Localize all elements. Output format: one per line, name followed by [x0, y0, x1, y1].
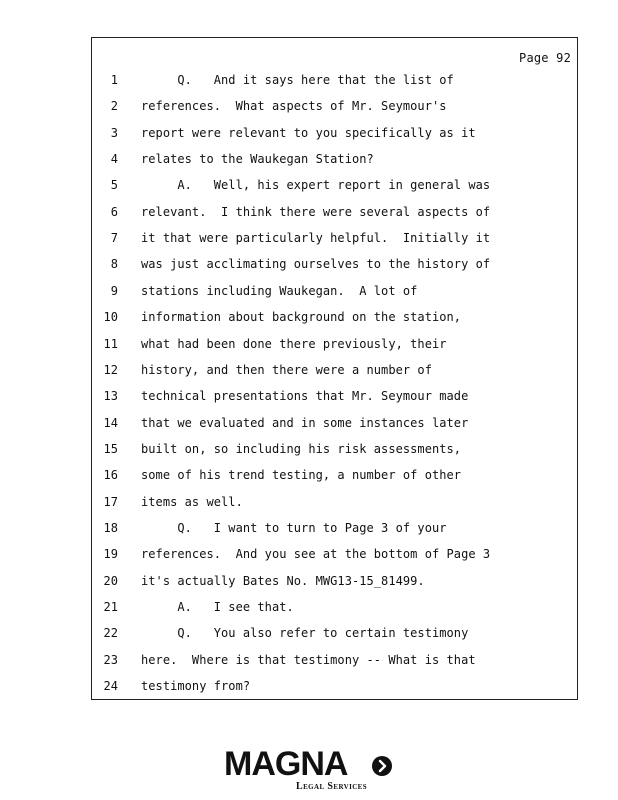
line-number: 19 — [103, 547, 118, 562]
line-text: built on, so including his risk assessments, — [141, 441, 462, 456]
line-number: 9 — [110, 283, 118, 298]
line-text: report were relevant to you specifically as it — [141, 125, 476, 140]
transcript-line — [92, 282, 577, 300]
line-number: 3 — [110, 125, 118, 140]
line-text: what had been done there previously, their — [141, 336, 447, 351]
line-number: 6 — [110, 204, 118, 219]
line-text: Q. You also refer to certain testimony — [141, 626, 469, 641]
line-text: some of his trend testing, a number of other — [141, 468, 462, 483]
line-number: 21 — [103, 600, 118, 614]
line-text: relevant. I think there were several aspects of — [141, 204, 491, 219]
line-text: relates to the Waukegan Station? — [141, 152, 374, 167]
transcript-line — [92, 519, 577, 537]
logo-subtitle: Legal Services — [296, 781, 368, 792]
line-text: Q. I want to turn to Page 3 of your — [141, 520, 447, 535]
line-number: 11 — [103, 336, 118, 351]
transcript-line — [92, 440, 577, 458]
transcript-line — [92, 651, 577, 669]
line-number: 23 — [103, 652, 118, 667]
transcript-line — [92, 493, 577, 511]
transcript-line — [92, 71, 577, 89]
transcript-line — [92, 387, 577, 405]
transcript-line — [92, 598, 577, 616]
line-text: A. Well, his expert report in general was — [141, 178, 491, 193]
transcript-line — [92, 572, 577, 590]
transcript-line — [92, 545, 577, 563]
line-number: 14 — [103, 415, 118, 430]
transcript-line — [92, 203, 577, 221]
line-text: Q. And it says here that the list of — [141, 73, 454, 87]
transcript-line — [92, 308, 577, 326]
line-text: here. Where is that testimony -- What is that — [141, 652, 476, 667]
line-text: it's actually Bates No. MWG13-15_81499. — [141, 573, 425, 588]
line-number: 8 — [110, 257, 118, 272]
line-text: was just acclimating ourselves to the history of — [141, 257, 491, 272]
line-text: technical presentations that Mr. Seymour made — [141, 389, 469, 404]
transcript-line — [92, 255, 577, 273]
line-text: references. What aspects of Mr. Seymour's — [141, 99, 447, 114]
line-number: 24 — [103, 679, 118, 694]
line-number: 18 — [103, 520, 118, 535]
transcript-page — [91, 37, 578, 700]
magna-logo — [224, 744, 394, 794]
line-number: 2 — [110, 99, 118, 114]
transcript-line — [92, 414, 577, 432]
line-number: 15 — [103, 441, 118, 456]
line-text: testimony from? — [141, 679, 251, 694]
transcript-line — [92, 124, 577, 142]
line-number: 22 — [103, 626, 118, 641]
line-number: 10 — [103, 310, 118, 325]
page-number: Page 92 — [519, 51, 571, 65]
logo-wordmark: MAGNA — [224, 745, 348, 783]
transcript-line — [92, 361, 577, 379]
line-number: 16 — [103, 468, 118, 483]
transcript-line — [92, 677, 577, 695]
line-number: 13 — [103, 389, 118, 404]
line-text: stations including Waukegan. A lot of — [141, 283, 418, 298]
line-text: it that were particularly helpful. Initially it — [141, 231, 491, 246]
transcript-line — [92, 466, 577, 484]
transcript-line — [92, 229, 577, 247]
transcript-line — [92, 176, 577, 194]
transcript-line — [92, 624, 577, 642]
line-text: that we evaluated and in some instances later — [141, 415, 469, 430]
chevron-right-circle-icon — [372, 756, 392, 776]
line-number: 4 — [110, 152, 118, 167]
transcript-line — [92, 150, 577, 168]
transcript-line — [92, 335, 577, 353]
line-text: history, and then there were a number of — [141, 362, 432, 377]
line-text: information about background on the station, — [141, 310, 462, 325]
line-text: references. And you see at the bottom of Page 3 — [141, 547, 491, 562]
line-number: 12 — [103, 362, 118, 377]
line-number: 20 — [103, 573, 118, 588]
line-number: 17 — [103, 494, 118, 509]
line-text: items as well. — [141, 494, 243, 509]
line-number: 1 — [110, 73, 118, 87]
line-text: A. I see that. — [141, 600, 294, 614]
line-number: 7 — [110, 231, 118, 246]
transcript-line — [92, 97, 577, 115]
line-number: 5 — [110, 178, 118, 193]
